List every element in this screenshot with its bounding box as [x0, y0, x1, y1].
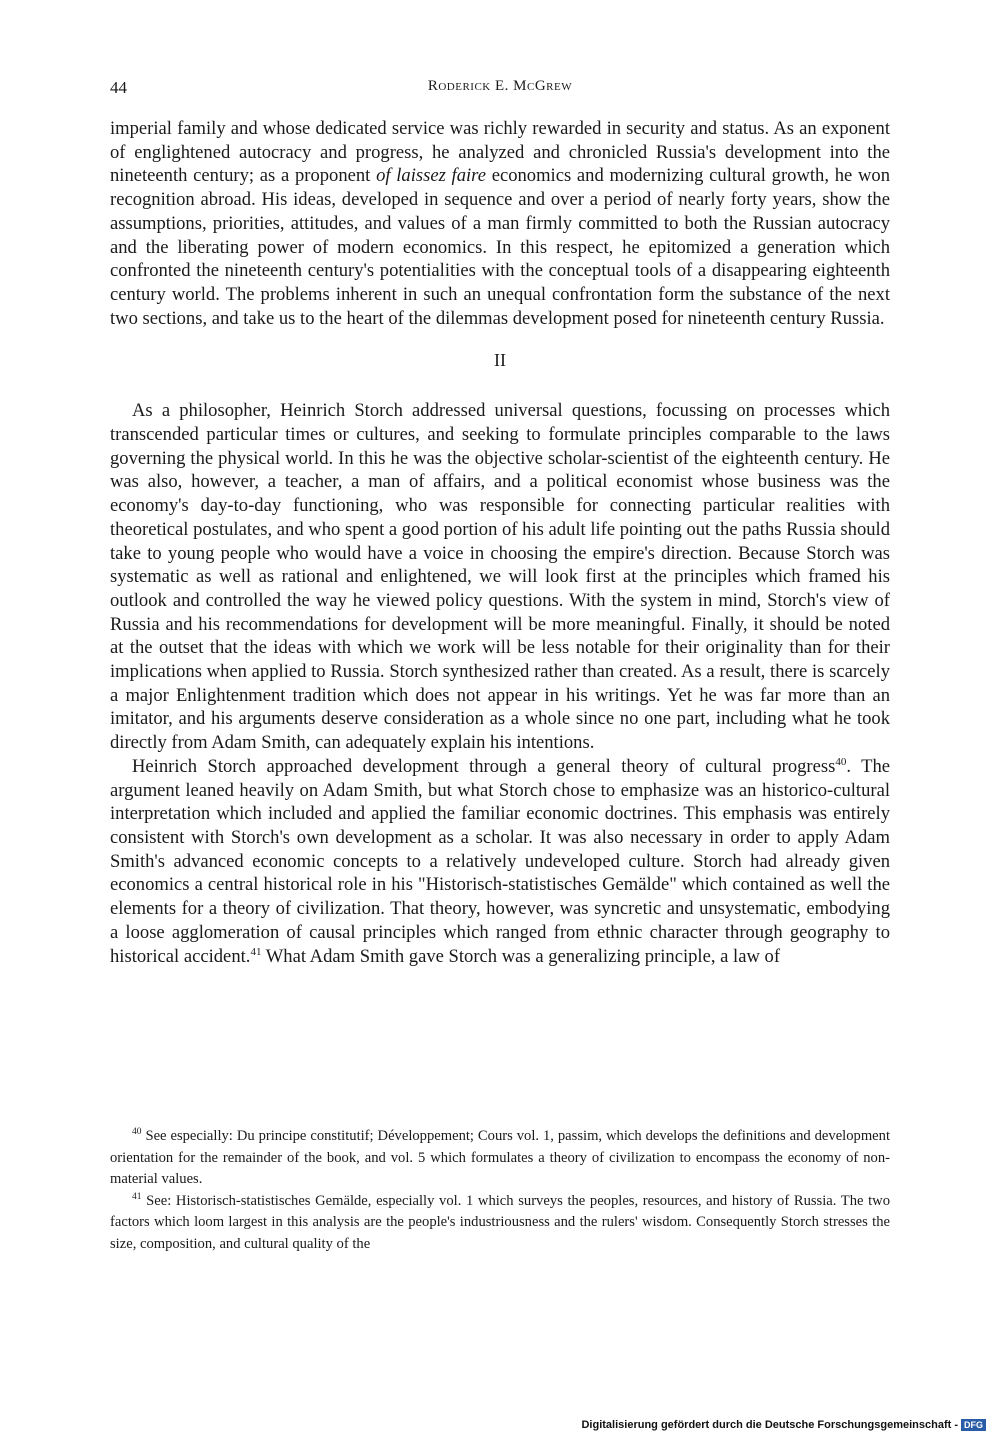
page-number: 44: [110, 78, 127, 97]
paragraph-1-text: imperial family and whose dedicated service was richly rewarded in security and status. As an exponent of englightened autocracy and progress, he analyzed and chronicled Russia's development into the nineteenth century; as a proponent: [110, 118, 890, 187]
footnotes: [110, 1126, 890, 1256]
paragraph-3: [110, 755, 890, 968]
footnote-marker: 40: [132, 1127, 142, 1138]
footnote-40: [110, 1126, 890, 1191]
footnote-text: See: Historisch-statistisches Gemälde, especially vol. 1 which surveys the peoples, resources, and history of Russia. The two factors which loom largest in this analysis are the people's industriousness and the rulers' wisdom. Consequently Storch stresses the size, composition, and cultural quality of the: [110, 1192, 890, 1252]
footnote-ref-40[interactable]: 40: [835, 755, 847, 768]
paragraph-3-text-c: What Adam Smith gave Storch was a generalizing principle, a law of: [261, 945, 781, 967]
section-heading: II: [494, 350, 506, 371]
page-header: [110, 78, 890, 100]
paragraph-3-text-b: . The argument leaned heavily on Adam Smith, but what Storch chose to emphasize was an historico-cultural interpretation which included and applied the familiar economic doctrines. This emphasis was entirely consistent with Storch's own development as a scholar. It was also necessary in order to apply Adam Smith's advanced economic concepts to a relatively undeveloped culture. Storch had already given economics a central historical role in his "Historisch-statistisches Gemälde" which contained as well the elements for a theory of civilization. That theory, however, was syncretic and unsystematic, embodying a loose agglomeration of causal principles which ranged from ethnic character through geography to historical accident.: [110, 755, 891, 967]
paragraph-3-text-a: Heinrich Storch approached development through a general theory of cultural progress: [132, 755, 836, 777]
footnote-ref-41[interactable]: 41: [250, 945, 262, 958]
paragraph-2: As a philosopher, Heinrich Storch addressed universal questions, focussing on processes which transcended particular times or cultures, and seeking to formulate principles comparable to the laws governing the physical world. In this he was the objective scholar-scientist of the eighteenth century. He was also, however, a teacher, a man of affairs, and a political economist whose business was the economy's day-to-day functioning, who was responsible for connecting particular realities with theoretical postulates, and who spent a good portion of his adult life pointing out the paths Russia should take to young people who would have a voice in choosing the empire's direction. Because Storch was systematic as well as rational and enlightened, we will look first at the principles which framed his outlook and controlled the way he viewed policy questions. With the system in mind, Storch's view of Russia and his recommendations for development will be more meaningful. Finally, it should be noted at the outset that the ideas with which we work will be less notable for their originality than for their implications when applied to Russia. Storch synthesized rather than created. As a result, there is scarcely a major Enlightenment tradition which does not appear in his writings. Yet he was far more than an imitator, and his arguments deserve consideration as a whole since no one part, including what he took directly from Adam Smith, can adequately explain his intentions.: [110, 400, 890, 754]
paragraph-1: [110, 117, 890, 330]
footnote-marker: 41: [132, 1191, 142, 1202]
running-head: Roderick E. McGrew: [427, 78, 573, 94]
dfg-logo-icon: DFG: [961, 1419, 986, 1431]
credit-text: Digitalisierung gefördert durch die Deutsche Forschungsgemeinschaft -: [581, 1419, 958, 1431]
digitization-credit: [581, 1419, 986, 1431]
footnote-41: [110, 1191, 890, 1256]
body-text: [110, 117, 890, 968]
footnote-text: See especially: Du principe constitutif; Développement; Cours vol. 1, passim, which develops the definitions and development orientation for the remainder of the book, and vol. 5 which formulates a theory of civilization to encompass the economy of non-material values.: [110, 1128, 890, 1188]
paragraph-1-italic: of laissez faire: [376, 165, 486, 187]
paragraph-1-rest: economics and modernizing cultural growth, he won recognition abroad. His ideas, developed in sequence and over a period of nearly forty years, show the assumptions, priorities, attitudes, and values of a man firmly committed to both the Russian autocracy and the liberating power of modern economics. In this respect, he epitomized a generation which confronted the nineteenth century's potentialities with the conceptual tools of a disappearing eighteenth century world. The problems inherent in such an unequal confrontation form the substance of the next two sections, and take us to the heart of the dilemmas development posed for nineteenth century Russia.: [110, 165, 890, 329]
